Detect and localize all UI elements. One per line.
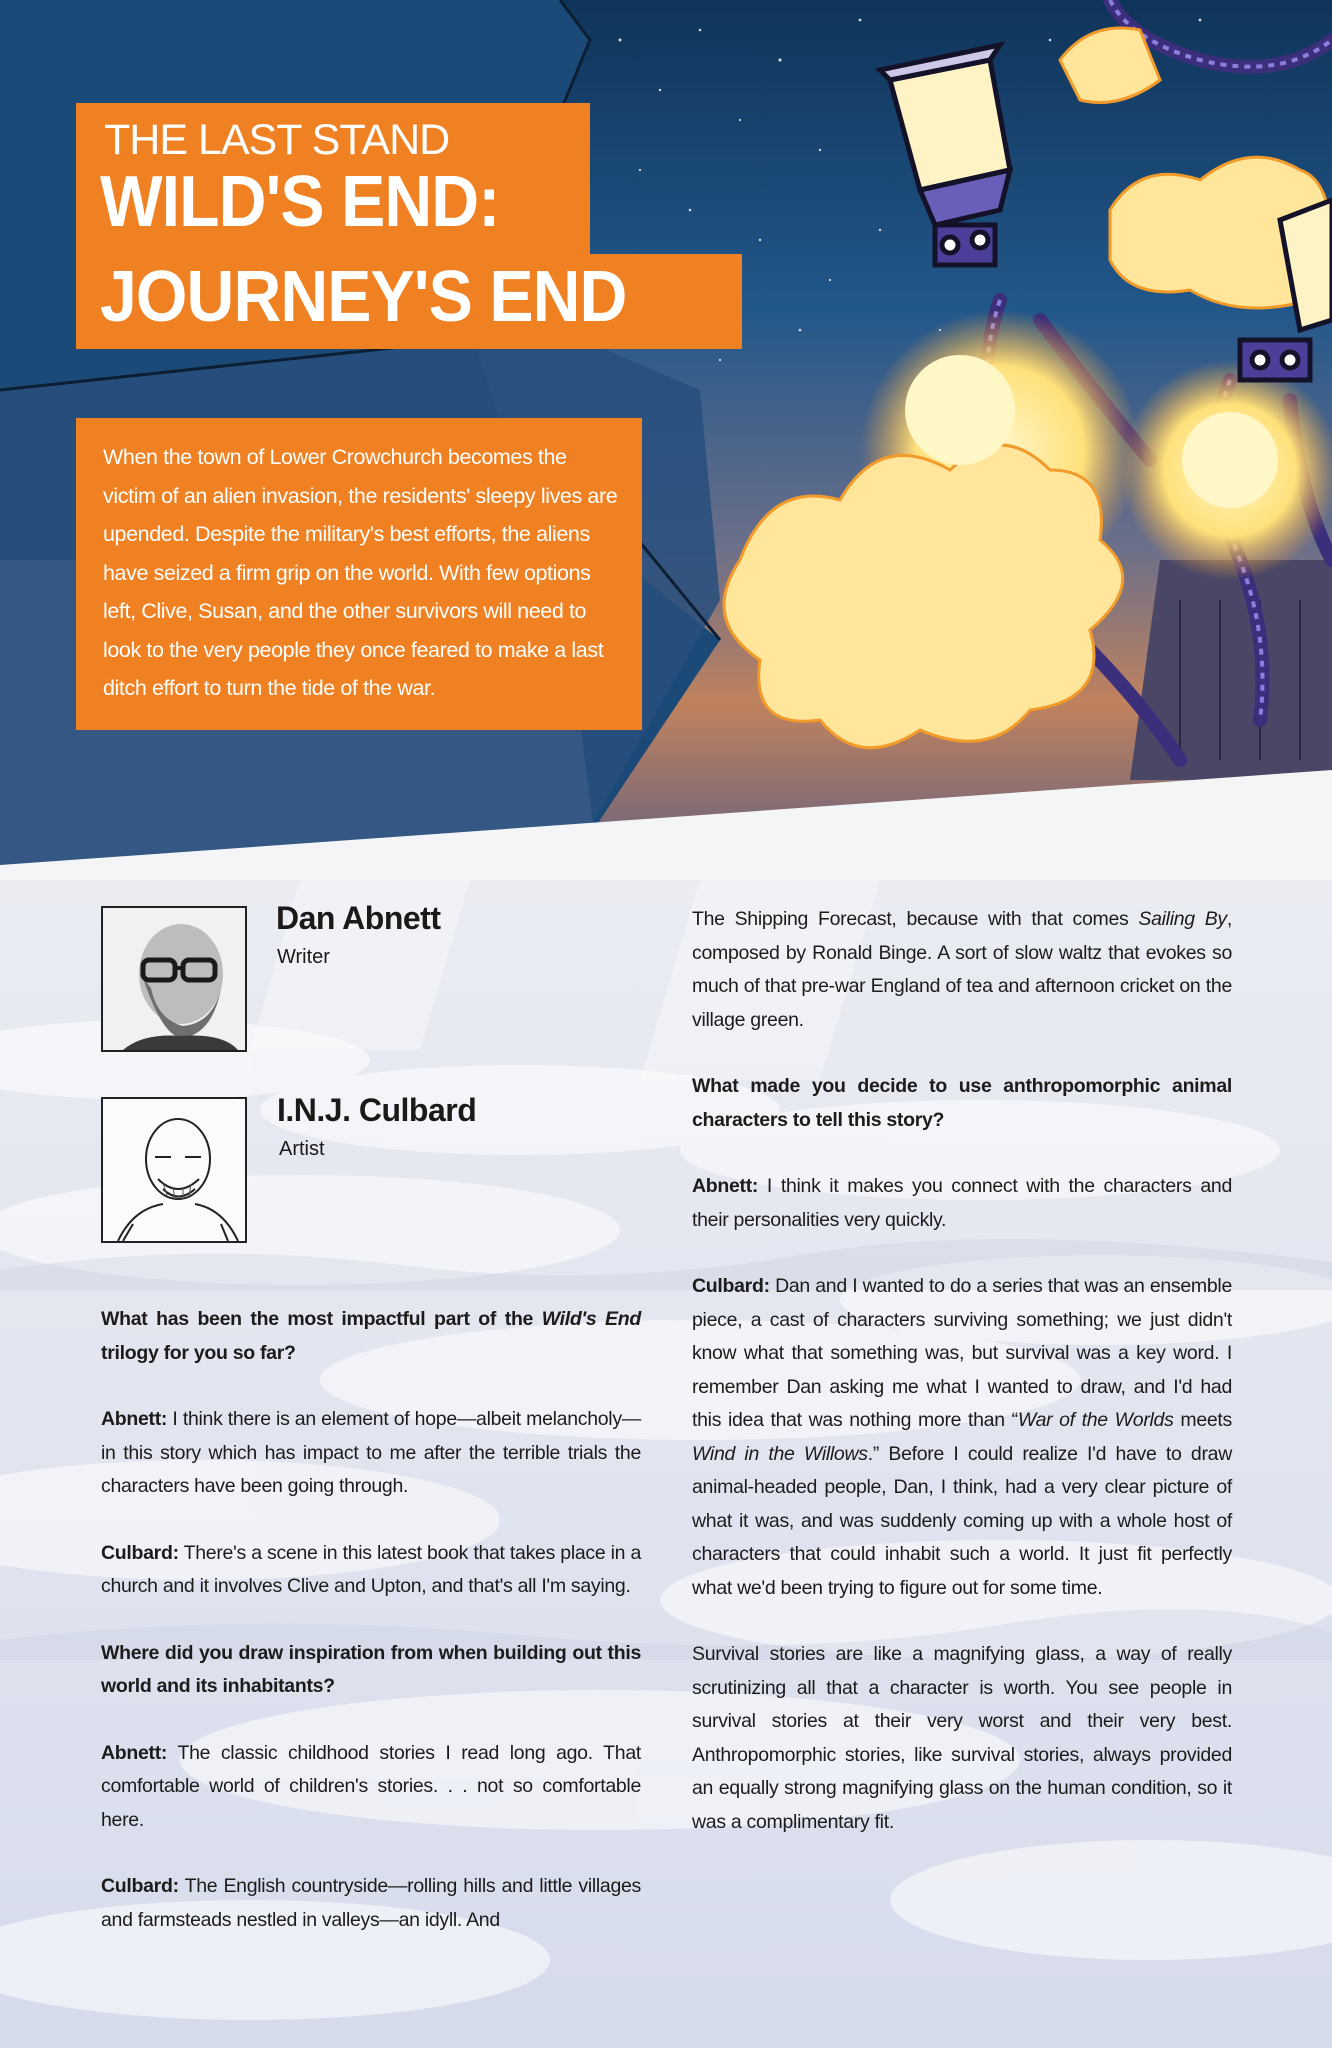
answer-text: meets	[1173, 1409, 1232, 1431]
answer-abnett-2	[101, 1737, 641, 1838]
answer-text-end: , composed by Ronald Binge. A sort of slow waltz that evokes so much of that pre-war England of tea and afternoon cricket on the village green.	[692, 908, 1232, 1031]
answer-text: The classic childhood stories I read long ago. That comfortable world of children's stories. . . not so comfortable here.	[101, 1741, 641, 1831]
title-line-1: WILD'S END:	[100, 162, 500, 242]
answer-culbard-3-continued: Survival stories are like a magnifying glass, a way of really scrutinizing all that a character is worth. You see people in survival stories at their very worst and their very best. Anthropomorphic stories, like survival stories, always provided an equally strong magnifying glass on the human condition, so it was a complimentary fit.	[692, 1643, 1232, 1833]
question-1	[101, 1303, 641, 1370]
answer-culbard-1	[101, 1537, 641, 1604]
answer-culbard-3	[692, 1270, 1232, 1605]
speaker-label: Abnett:	[101, 1741, 168, 1764]
question-2: Where did you draw inspiration from when building out this world and its inhabitants?	[101, 1641, 641, 1697]
answer-text: Dan and I wanted to do a series that was an ensemble piece, a cast of characters surviving something; we just didn't know what that something was, but survival was a key word. I remember Dan asking me what I wanted to draw, and I'd had this idea that was nothing more than “	[692, 1275, 1232, 1431]
interview-column-right	[692, 903, 1232, 1872]
answer-text: I think it makes you connect with the characters and their personalities very quickly.	[692, 1175, 1232, 1231]
book-title: Wind in the Willows	[692, 1442, 868, 1465]
portrait-sketch	[103, 1099, 245, 1241]
creator-photo-culbard	[101, 1097, 247, 1243]
answer-text: .” Before I could realize I'd have to draw animal-headed people, Dan, I think, had a very clear picture of what it was, and was suddenly coming up with a whole host of characters that could inhabit such a world. It just fit perfectly what we'd been trying to figure out for some time.	[692, 1442, 1232, 1599]
speaker-label: Culbard:	[692, 1275, 770, 1297]
answer-text: I think there is an element of hope—albeit melancholy—in this story which has impact to me after the terrible trials the characters have been going through.	[101, 1408, 641, 1497]
question-1-text-end: trilogy for you so far?	[101, 1341, 296, 1364]
interview-column-left	[101, 1303, 641, 1970]
creator-role-culbard: Artist	[279, 1138, 325, 1160]
creator-role-abnett: Writer	[277, 946, 330, 968]
question-1-text: What has been the most impactful part of the	[101, 1308, 542, 1330]
speaker-label: Culbard:	[101, 1541, 179, 1564]
question-3: What made you decide to use anthropomorphic animal characters to tell this story?	[692, 1075, 1232, 1131]
portrait-image	[103, 908, 245, 1050]
answer-text: The English countryside—rolling hills and little villages and farmsteads nestled in valleys—an idyll. And	[101, 1875, 641, 1931]
synopsis-box: When the town of Lower Crowchurch becomes the victim of an alien invasion, the residents' sleepy lives are upended. Despite the military's best efforts, the aliens have seized a firm grip on the world. With few options left, Clive, Susan, and the other survivors will need to look to the very people they once feared to make a last ditch effort to turn the tide of the war.	[76, 418, 642, 730]
speaker-label: Abnett:	[692, 1175, 759, 1197]
creator-photo-abnett	[101, 906, 247, 1052]
book-title: War of the Worlds	[1017, 1409, 1174, 1431]
speaker-label: Culbard:	[101, 1875, 179, 1897]
answer-culbard-2	[101, 1870, 641, 1937]
title-kicker: THE LAST STAND	[104, 116, 450, 164]
title-line-2: JOURNEY'S END	[100, 257, 627, 337]
speaker-label: Abnett:	[101, 1408, 168, 1430]
question-1-title: Wild's End	[541, 1308, 641, 1330]
answer-abnett-3	[692, 1170, 1232, 1237]
answer-text: There's a scene in this latest book that takes place in a church and it involves Clive and Upton, and that's all I'm saying.	[101, 1541, 641, 1597]
music-title: Sailing By	[1138, 908, 1227, 930]
answer-text: The Shipping Forecast, because with that comes	[692, 908, 1139, 930]
answer-abnett-1	[101, 1403, 641, 1504]
creator-name-culbard: I.N.J. Culbard	[277, 1092, 477, 1128]
answer-culbard-2-continued	[692, 903, 1232, 1037]
creator-name-abnett: Dan Abnett	[276, 900, 441, 936]
